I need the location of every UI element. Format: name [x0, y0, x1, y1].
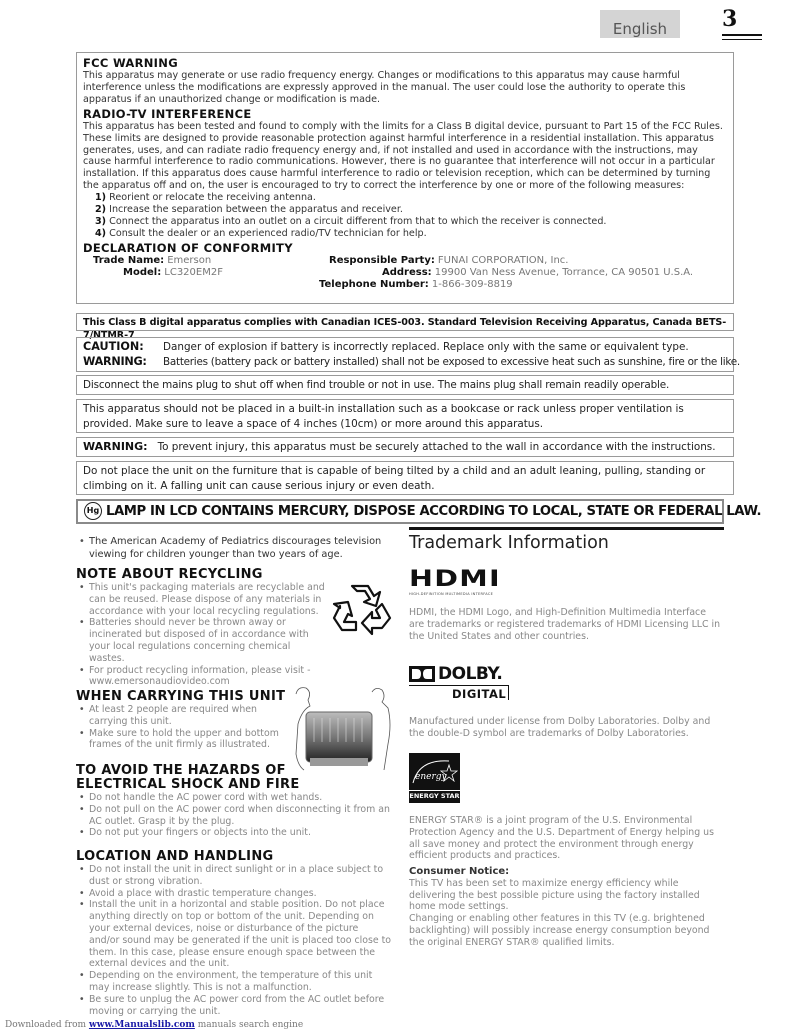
measure-number: 3): [95, 215, 107, 227]
measure-number: 1): [95, 192, 107, 204]
energy-star-script: energy: [415, 772, 447, 782]
hazards-item: • Do not put your fingers or objects into the unit.: [76, 827, 391, 839]
carrying-title: WHEN CARRYING THIS UNIT: [76, 689, 286, 704]
recycle-icon: [330, 580, 394, 640]
measure-item: [95, 216, 727, 228]
recycling-section: [76, 568, 326, 688]
recycling-title: NOTE ABOUT RECYCLING: [76, 567, 263, 582]
hazards-item: • Do not pull on the AC power cord when disconnecting it from an AC outlet. Grasp it by the plug.: [76, 804, 391, 828]
caution-text: Danger of explosion if battery is incorrectly replaced. Replace only with the same or equivalent type.: [163, 341, 689, 353]
measure-number: 4): [95, 227, 107, 239]
hazards-item: • Do not handle the AC power cord with wet hands.: [76, 792, 391, 804]
telephone-value: 1-866-309-8819: [431, 278, 513, 290]
tilt-notice: Do not place the unit on the furniture that is capable of being tilted by a child and an adult leaning, pulling, standing or climbing on it. A falling unit can cause serious injury or even death.: [76, 461, 734, 495]
location-item: • Avoid a place with drastic temperature changes.: [76, 888, 391, 900]
hazards-title-line2: ELECTRICAL SHOCK AND FIRE: [76, 777, 300, 792]
trademark-title: Trademark Information: [409, 533, 609, 553]
measure-item: [95, 204, 727, 216]
address-label: Address:: [382, 266, 432, 278]
responsible-party-label: Responsible Party:: [329, 254, 435, 266]
location-title: LOCATION AND HANDLING: [76, 849, 274, 864]
canada-compliance-notice: This Class B digital apparatus complies with Canadian ICES-003. Standard Television Receiving Apparatus, Canada BETS-7/NTMR-7: [76, 313, 734, 331]
footer-suffix: manuals search engine: [194, 1020, 304, 1030]
model-value: LC320EM2F: [164, 266, 223, 278]
energy-star-logo: [409, 753, 460, 803]
location-item: • Depending on the environment, the temperature of this unit may increase slightly. This is not a malfunction.: [76, 970, 391, 994]
mercury-hg-icon: Hg: [84, 502, 102, 520]
interference-measures-list: [95, 192, 727, 240]
hdmi-logo-tagline: HIGH-DEFINITION MULTIMEDIA INTERFACE: [409, 592, 494, 596]
battery-warning-label: WARNING:: [83, 354, 147, 368]
hdmi-trademark-text: HDMI, the HDMI Logo, and High-Definition Multimedia Interface are trademarks or registered trademarks of HDMI Licensing LLC in the United States and other countries.: [409, 607, 721, 642]
measure-text: Connect the apparatus into an outlet on a circuit different from that to which the receiver is connected.: [109, 215, 607, 227]
measure-text: Increase the separation between the apparatus and receiver.: [109, 204, 403, 216]
carrying-section: [76, 690, 286, 751]
wall-warning-box: [76, 437, 734, 457]
mercury-text: LAMP IN LCD CONTAINS MERCURY, DISPOSE ACCORDING TO LOCAL, STATE OR FEDERAL LAW.: [106, 504, 762, 519]
recycling-item: • Batteries should never be thrown away or incinerated but disposed of in accordance with your local regulations concerning chemical wastes.: [76, 617, 326, 664]
model-label: Model:: [123, 266, 162, 278]
measure-text: Consult the dealer or an experienced radio/TV technician for help.: [109, 227, 427, 239]
hazards-title-line1: TO AVOID THE HAZARDS OF: [76, 763, 286, 778]
location-item: • Install the unit in a horizontal and stable position. Do not place anything directly on top or bottom of the unit. Depending on your external devices, noise or disturbance of the picture and/or sound may be generated if the unit is placed too close to them. In this case, please ensure enough space between the external devices and the unit.: [76, 899, 391, 970]
fcc-section: [76, 52, 734, 304]
mercury-notice: [76, 499, 762, 524]
recycling-item: • For product recycling information, please visit - www.emersonaudiovideo.com: [76, 665, 326, 689]
hdmi-logo: [409, 567, 501, 596]
energy-star-text: ENERGY STAR® is a joint program of the U.S. Environmental Protection Agency and the U.S. Department of Energy helping us all save money and protect the environment through energy efficient products and practices.: [409, 815, 714, 862]
recycling-item: • This unit's packaging materials are recyclable and can be reused. Please dispose of any materials in accordance with your local recycling regulations.: [76, 582, 326, 617]
dolby-digital-logo: [409, 664, 513, 702]
carrying-item: • Make sure to hold the upper and bottom frames of the unit firmly as illustrated.: [76, 728, 286, 752]
manualslib-link[interactable]: www.Manualslib.com: [88, 1020, 195, 1030]
language-tab: English: [600, 10, 680, 38]
consumer-notice-text-2: Changing or enabling other features in this TV (e.g. brightened backlighting) will possibly increase energy consumption beyond the original ENERGY STAR® qualified limits.: [409, 913, 710, 948]
battery-warning-text: Batteries (battery pack or battery installed) shall not be exposed to excessive heat such as sunshine, fire or the like.: [163, 355, 740, 368]
telephone-label: Telephone Number:: [319, 278, 429, 290]
measure-number: 2): [95, 204, 107, 216]
trademark-divider: [409, 527, 724, 530]
location-item: • Do not install the unit in direct sunlight or in a place subject to dust or strong vibration.: [76, 864, 391, 888]
trade-name-label: Trade Name:: [93, 254, 165, 266]
radio-tv-interference-title: RADIO-TV INTERFERENCE: [83, 106, 252, 121]
page-number: 3: [722, 6, 738, 32]
fcc-warning-title: FCC WARNING: [83, 56, 178, 70]
pediatrics-text: • The American Academy of Pediatrics discourages television viewing for children younger than two years of age.: [76, 536, 391, 561]
energy-star-icon: [409, 753, 460, 791]
wall-warning-label: WARNING:: [83, 440, 148, 453]
energy-star-label: ENERGY STAR: [409, 792, 460, 800]
carrying-item: • At least 2 people are required when carrying this unit.: [76, 704, 286, 728]
pediatrics-note: [76, 536, 391, 561]
battery-caution-box: [76, 337, 740, 372]
radio-tv-interference-text: This apparatus has been tested and found to comply with the limits for a Class B digital device, pursuant to Part 15 of the FCC Rules. These limits are designed to provide reasonable protection against harmful interference in a residential installation. This apparatus generates, uses, and can radiate radio frequency energy and, if not installed and used in accordance with the instructions, may cause harmful interference to radio communications. However, there is no guarantee that interference will not occur in a particular installation. If this apparatus does cause harmful interference to radio or television reception, which can be determined by turning the apparatus off and on, the user is encouraged to try to correct the interference by one or more of the following measures:: [83, 120, 723, 192]
wall-warning-text: To prevent injury, this apparatus must be securely attached to the wall in accordance with the instructions.: [157, 441, 716, 453]
address-value: 19900 Van Ness Avenue, Torrance, CA 90501 U.S.A.: [434, 266, 694, 278]
dolby-trademark-text: Manufactured under license from Dolby Laboratories. Dolby and the double-D symbol are trademarks of Dolby Laboratories.: [409, 716, 711, 739]
location-section: [76, 850, 391, 1017]
hazards-section: [76, 764, 391, 839]
footer-prefix: Downloaded from: [5, 1020, 89, 1030]
declaration-title: DECLARATION OF CONFORMITY: [83, 240, 293, 255]
consumer-notice-title: Consumer Notice:: [409, 866, 510, 877]
page-number-underline: [722, 34, 762, 40]
ventilation-notice: This apparatus should not be placed in a built-in installation such as a bookcase or rack unless proper ventilation is provided. Make sure to leave a space of 4 inches (10cm) or more around this apparatus.: [76, 399, 734, 433]
download-footer: [5, 1020, 303, 1030]
hdmi-logo-text: HDMI: [409, 567, 501, 592]
location-item: • Be sure to unplug the AC power cord from the AC outlet before moving or carrying the unit.: [76, 994, 391, 1018]
consumer-notice-text-1: This TV has been set to maximize energy efficiency while delivering the best possible picture using the factory installed home mode settings.: [409, 877, 700, 913]
fcc-warning-text: This apparatus may generate or use radio frequency energy. Changes or modifications to this apparatus may cause harmful interference unless the modifications are expressly approved in the manual. The user could lose the authority to operate this apparatus if an unauthorized change or modification is made.: [83, 70, 686, 105]
consumer-notice-section: [409, 866, 724, 949]
measure-item: [95, 228, 727, 240]
trade-name-value: Emerson: [167, 254, 212, 266]
dolby-digital-text: DIGITAL: [452, 687, 507, 701]
mains-plug-notice: Disconnect the mains plug to shut off when find trouble or not in use. The mains plug shall remain readily operable.: [76, 375, 734, 395]
caution-label: CAUTION:: [83, 340, 144, 353]
carrying-illustration-image: [284, 684, 394, 772]
responsible-party-value: FUNAI CORPORATION, Inc.: [437, 254, 569, 266]
dolby-double-d-icon: [409, 666, 435, 682]
measure-text: Reorient or relocate the receiving antenna.: [109, 192, 316, 204]
measure-item: [95, 192, 727, 204]
declaration-details: [83, 255, 727, 295]
dolby-logo-text: DOLBY.: [438, 664, 503, 684]
